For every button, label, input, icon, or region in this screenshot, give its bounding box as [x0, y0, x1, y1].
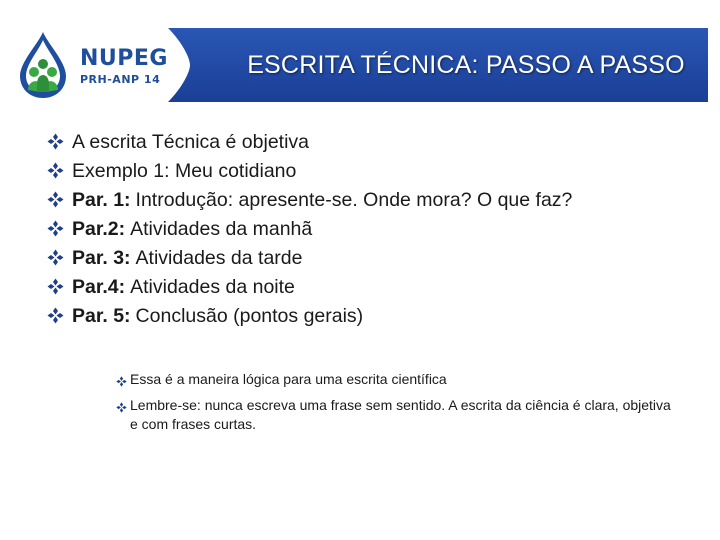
- bullet-strong: Par. 3:: [72, 247, 131, 269]
- sub-bullet-list: [116, 370, 676, 438]
- logo: [10, 28, 180, 100]
- title-banner: [168, 28, 708, 102]
- list-item: [47, 247, 687, 276]
- list-item: [116, 370, 676, 392]
- bullet-text: A escrita Técnica é objetiva: [72, 131, 310, 153]
- diamond-bullet-icon: [47, 191, 65, 208]
- diamond-bullet-icon: [47, 278, 65, 295]
- diamond-bullet-icon: [47, 249, 65, 266]
- diamond-bullet-icon: [47, 162, 65, 179]
- page-title: ESCRITA TÉCNICA: PASSO A PASSO: [247, 50, 685, 79]
- diamond-bullet-icon: [47, 307, 65, 324]
- bullet-text: Conclusão (pontos gerais): [135, 305, 364, 327]
- logo-subtitle: PRH-ANP 14: [80, 73, 161, 86]
- diamond-bullet-icon: [116, 399, 128, 418]
- list-item: [47, 276, 687, 305]
- bullet-text: Atividades da noite: [130, 276, 295, 298]
- list-item: [116, 396, 676, 434]
- bullet-text: Introdução: apresente-se. Onde mora? O que faz?: [135, 189, 573, 211]
- bullet-text: Atividades da tarde: [135, 247, 303, 269]
- sub-bullet-text: Lembre-se: nunca escreva uma frase sem sentido. A escrita da ciência é clara, objetiva e com frases curtas.: [130, 397, 671, 432]
- sub-bullet-text: Essa é a maneira lógica para uma escrita científica: [130, 371, 447, 387]
- bullet-strong: Par.4:: [72, 276, 126, 298]
- bullet-text: Atividades da manhã: [130, 218, 313, 240]
- nupeg-drop-logo-icon: [10, 28, 76, 100]
- bullet-text: Exemplo 1: Meu cotidiano: [72, 160, 297, 182]
- diamond-bullet-icon: [47, 220, 65, 237]
- list-item: [47, 218, 687, 247]
- bullet-strong: Par. 5:: [72, 305, 131, 327]
- diamond-bullet-icon: [47, 133, 65, 150]
- bullet-list: [47, 131, 687, 334]
- bullet-strong: Par. 1:: [72, 189, 131, 211]
- diamond-bullet-icon: [116, 373, 128, 392]
- list-item: [47, 160, 687, 189]
- list-item: [47, 131, 687, 160]
- logo-name: NUPEG: [80, 46, 168, 71]
- list-item: [47, 189, 687, 218]
- list-item: [47, 305, 687, 334]
- bullet-strong: Par.2:: [72, 218, 126, 240]
